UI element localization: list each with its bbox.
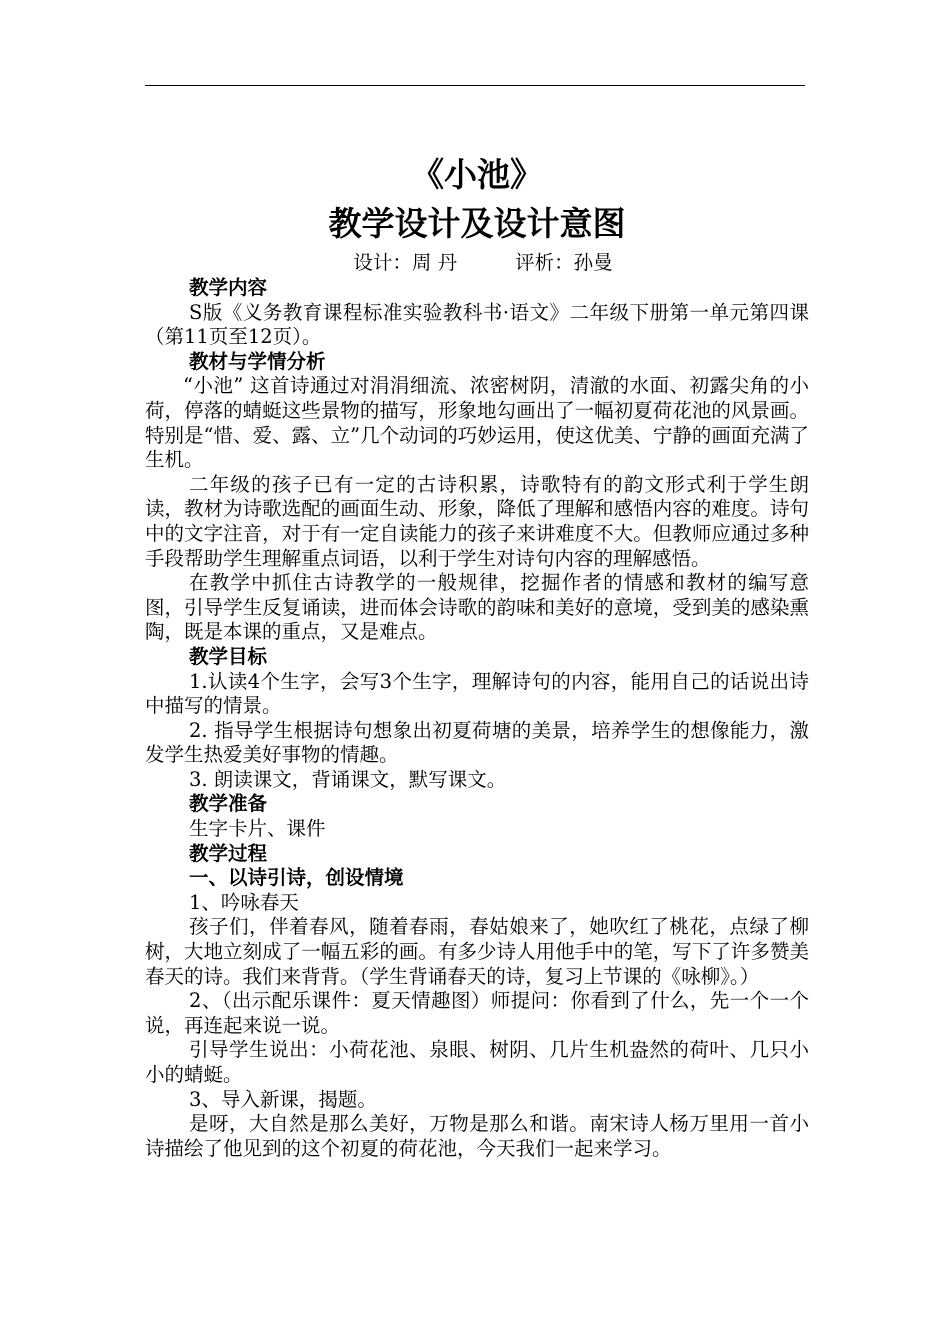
prep-paragraph: 生字卡片、课件: [189, 817, 326, 841]
step-3-paragraph: 是呀，大自然是那么美好，万物是那么和谐。南宋诗人杨万里用一首小诗描绘了他见到的这个初夏的荷花池，今天我们一起来学习。: [145, 1112, 809, 1160]
document-subtitle: 教学设计及设计意图: [328, 204, 626, 243]
reviewer-credit: 评析：孙曼: [515, 251, 613, 274]
section-heading-goals: 教学目标: [189, 644, 268, 668]
designer-credit: 设计：周 丹: [353, 251, 458, 274]
header-rule: [145, 85, 805, 86]
step-3-title: 3、导入新课，揭题。: [189, 1087, 377, 1111]
analysis-paragraph-3: 在教学中抓住古诗教学的一般规律，挖掘作者的情感和教材的编写意图，引导学生反复诵读，进而体会诗歌的韵味和美好的意境，受到美的感染熏陶，既是本课的重点，又是难点。: [145, 571, 809, 644]
goal-item-1: 1.认读4个生字，会写3个生字，理解诗句的内容，能用自己的话说出诗中描写的情景。: [145, 669, 809, 718]
analysis-paragraph-2: 二年级的孩子已有一定的古诗积累，诗歌特有的韵文形式利于学生朗读，教材为诗歌选配的画面生动、形象，降低了理解和感悟内容的难度。诗句中的文字注音，对于有一定自读能力的孩子来讲难度不大。但教师应通过多种手段帮助学生理解重点词语，以利于学生对诗句内容的理解感悟。: [145, 472, 809, 570]
goal-item-2: 2. 指导学生根据诗句想象出初夏荷塘的美景，培养学生的想像能力，激发学生热爱美好事物的情趣。: [145, 718, 809, 767]
section-heading-process: 教学过程: [189, 841, 268, 865]
byline: [145, 250, 809, 276]
analysis-paragraph-1: “小池” 这首诗通过对涓涓细流、浓密树阴，清澈的水面、初露尖角的小荷，停落的蜻蜓这些景物的描写，形象地勾画出了一幅初夏荷花池的风景画。特别是“惜、爱、露、立”几个动词的巧妙运用，使这优美、宁静的画面充满了生机。: [145, 374, 809, 472]
step-1-title: 1、吟咏春天: [189, 890, 299, 914]
goal-item-3: 3. 朗读课文，背诵课文，默写课文。: [189, 767, 507, 791]
step-2-paragraph: 2、（出示配乐课件：夏天情趣图）师提问：你看到了什么，先一个一个说，再连起来说一说。: [145, 989, 809, 1037]
section-heading-content: 教学内容: [189, 276, 268, 299]
step-2-guide: 引导学生说出：小荷花池、泉眼、树阴、几片生机盎然的荷叶、几只小小的蜻蜓。: [145, 1038, 809, 1086]
section-heading-analysis: 教材与学情分析: [189, 349, 326, 373]
document-body: [145, 152, 809, 1161]
step-heading: 一、以诗引诗，创设情境: [189, 866, 404, 890]
section-heading-prep: 教学准备: [189, 792, 268, 816]
document-title: 《小池》: [411, 155, 543, 194]
content-paragraph: S版《义务教育课程标准实验教科书·语文》二年级下册第一单元第四课（第11页至12页）。: [145, 300, 809, 349]
step-1-paragraph: 孩子们，伴着春风，随着春雨，春姑娘来了，她吹红了桃花，点绿了柳树，大地立刻成了一幅五彩的画。有多少诗人用他手中的笔，写下了许多赞美春天的诗。我们来背背。（学生背诵春天的诗，复习上节课的《咏柳》。）: [145, 915, 809, 988]
